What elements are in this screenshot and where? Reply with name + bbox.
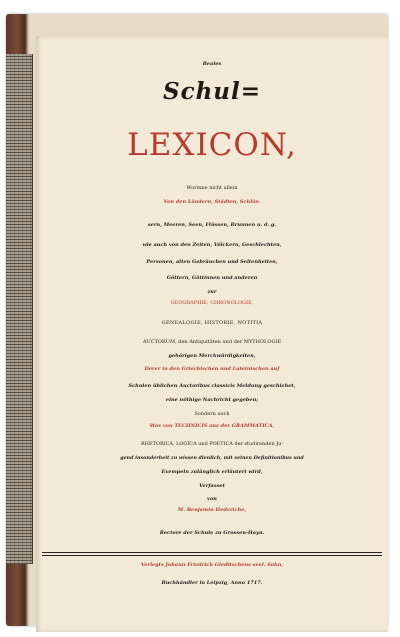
book [6, 14, 388, 626]
text-rhetorica: RHETORICA, LOGICA und POETICA der studirenden Ju- [140, 441, 284, 447]
text-was-von: Was von TECHNICIS aus der GRAMMATICA, [149, 423, 275, 429]
text-derer: Derer in den Griechischen und Lateinischen auf [144, 366, 280, 372]
frontispiece-engraving-edge [6, 54, 33, 564]
title-reales: Reales [202, 61, 222, 67]
text-exempeln: Exempeln zulänglich erläutert wird, [161, 469, 263, 475]
text-line-5: Göttern, Göttinnen und anderen [166, 275, 258, 281]
text-sondern: Sondern auch [194, 411, 230, 417]
text-rectore: Rectore der Schule zu Grossen-Hayn. [159, 530, 265, 536]
text-auctorum: AUCTORUM, den Antiquitäten und der MYTHOLOGIE [142, 339, 282, 345]
text-verfasset: Verfasset [199, 483, 225, 489]
text-line-3: wie auch von den Zeiten, Völckern, Geschlechten, [142, 242, 282, 248]
text-von: von [207, 496, 217, 502]
divider-rule-bottom [42, 555, 382, 556]
text-worinne: Worinne nicht allein [186, 185, 238, 191]
text-schulen: Schulen üblichen Auctoribus classicis Meldung geschiehet, [128, 383, 296, 389]
text-geographie: GEOGRAPHIE, CHRONOLOGIE, [170, 300, 254, 306]
author-name: M. Benjamin Hederiche, [177, 507, 247, 513]
title-page [36, 36, 388, 632]
text-verlegts: Verlegts Johann Friedrich Gleditschens seel. Sohn, [140, 562, 284, 568]
text-line-4: Personen, alten Gebräuchen und Seltenheiten, [146, 259, 278, 265]
text-line-1: Von den Ländern, Städten, Schlös- [163, 199, 261, 205]
text-line-2: sern, Meeren, Seen, Flüssen, Brunnen u. d. g. [147, 222, 277, 228]
title-schul: Schul= [162, 78, 262, 105]
text-buchhaendler: Buchhändler in Leipzig, Anno 1717. [161, 580, 263, 586]
text-zur: zur [207, 289, 217, 295]
text-gend: gend insonderheit zu wissen dienlich, mit seinen Definitionibus und [120, 455, 304, 461]
text-genealogie: GENEALOGIE, HISTORIE, NOTITIA [161, 320, 263, 326]
divider-rule-top [42, 552, 382, 553]
title-lexicon: LEXICON, [127, 127, 297, 163]
text-noethige: eine nöthige Nachricht gegeben; [165, 397, 259, 403]
text-gehoerigen: gehörigen Merckwürdigkeiten, [168, 353, 256, 359]
